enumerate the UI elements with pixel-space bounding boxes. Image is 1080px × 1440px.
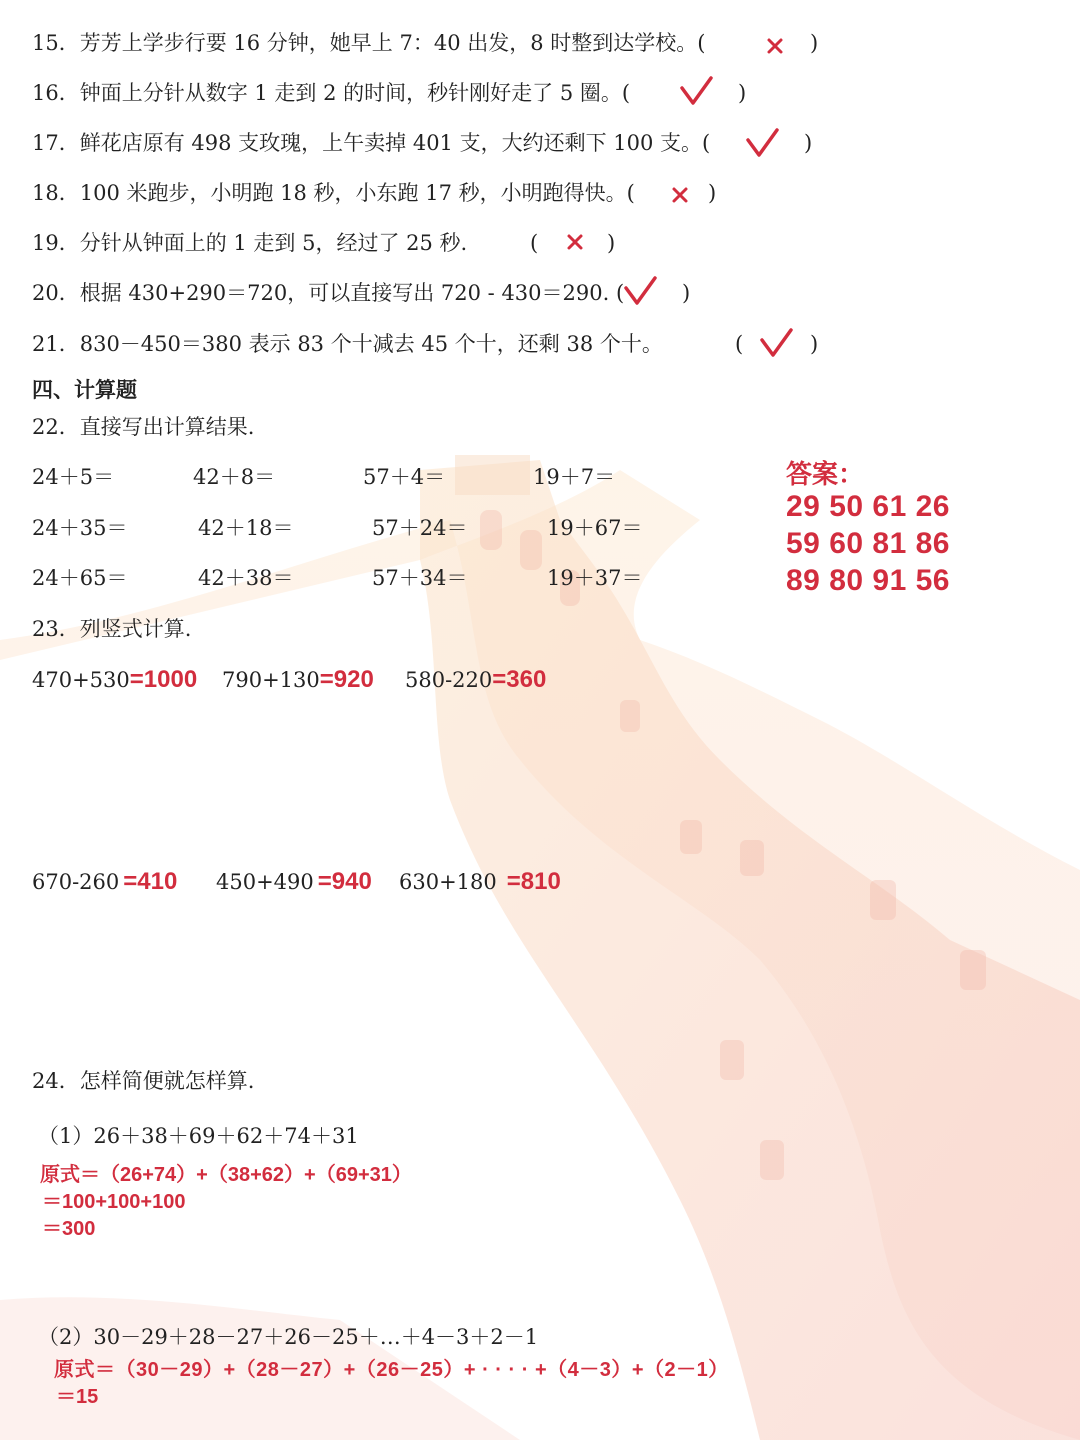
answer-title: 答案： xyxy=(786,459,865,489)
cross-mark-icon xyxy=(566,233,584,251)
q22-item: 24＋5＝ xyxy=(32,465,115,489)
question-21-close-paren: ) xyxy=(810,332,819,356)
q24-part1-step: 原式＝（26+74）+（38+62）+（69+31） xyxy=(40,1164,412,1186)
q23-expression: 450+490 xyxy=(216,870,314,894)
q24-part1-problem: （1）26＋38＋69＋62＋74＋31 xyxy=(38,1124,359,1148)
q23-item xyxy=(222,666,374,694)
q22-item: 42＋18＝ xyxy=(198,516,294,540)
q23-item xyxy=(399,868,561,896)
check-mark-icon xyxy=(680,76,714,106)
answer-row: 89 80 91 56 xyxy=(786,564,950,597)
q22-item: 57＋24＝ xyxy=(372,516,468,540)
question-20-close-paren: ) xyxy=(682,281,691,305)
q23-expression: 470+530 xyxy=(32,668,130,692)
q23-result: =1000 xyxy=(129,666,198,693)
q23-expression: 630+180 xyxy=(399,870,497,894)
question-22-title: 22．直接写出计算结果. xyxy=(32,415,255,439)
q22-item: 42＋8＝ xyxy=(193,465,276,489)
q23-result: =810 xyxy=(506,868,561,895)
q24-part1-step: ＝300 xyxy=(42,1218,96,1240)
check-mark-icon xyxy=(624,276,658,306)
q23-expression: 790+130 xyxy=(222,668,320,692)
q22-item: 42＋38＝ xyxy=(198,566,294,590)
cross-mark-icon xyxy=(766,37,784,55)
q23-expression: 580-220 xyxy=(405,668,493,692)
q22-item: 19＋37＝ xyxy=(547,566,643,590)
question-21-open-paren: ( xyxy=(735,332,744,356)
question-24-title: 24．怎样简便就怎样算. xyxy=(32,1069,255,1093)
q24-part2-step: 原式＝（30－29）+（28－27）+（26－25）+ · · · · +（4－3）+（2－1） xyxy=(54,1359,729,1381)
q22-item: 24＋35＝ xyxy=(32,516,128,540)
cross-mark-icon xyxy=(671,186,689,204)
answer-row: 59 60 81 86 xyxy=(786,527,950,560)
q24-part2-step: ＝15 xyxy=(56,1386,99,1408)
question-19-open-paren: ( xyxy=(530,231,539,255)
q23-item xyxy=(216,868,372,896)
q23-item xyxy=(405,666,546,694)
check-mark-icon xyxy=(746,128,780,158)
q22-item: 24＋65＝ xyxy=(32,566,128,590)
question-17-close-paren: ) xyxy=(804,131,813,155)
q23-item xyxy=(32,868,177,896)
q23-result: =920 xyxy=(319,666,374,693)
check-mark-icon xyxy=(760,328,794,358)
q23-item xyxy=(32,666,197,694)
q22-item: 57＋4＝ xyxy=(363,465,446,489)
q22-item: 19＋67＝ xyxy=(547,516,643,540)
q24-part2-problem: （2）30－29＋28－27＋26－25＋…＋4－3＋2－1 xyxy=(38,1325,539,1349)
q22-item: 57＋34＝ xyxy=(372,566,468,590)
question-16: 16．钟面上分针从数字 1 走到 2 的时间，秒针刚好走了 5 圈。( xyxy=(32,81,631,105)
q23-result: =940 xyxy=(317,868,372,895)
question-19-close-paren: ) xyxy=(607,231,616,255)
q23-result: =360 xyxy=(492,666,547,693)
q23-expression: 670-260 xyxy=(32,870,120,894)
question-19: 19．分针从钟面上的 1 走到 5，经过了 25 秒. xyxy=(32,231,468,255)
question-21: 21．830－450＝380 表示 83 个十减去 45 个十，还剩 38 个十。 xyxy=(32,332,663,356)
question-18: 18．100 米跑步，小明跑 18 秒，小东跑 17 秒，小明跑得快。( xyxy=(32,181,635,205)
answer-row: 29 50 61 26 xyxy=(786,490,950,523)
question-17: 17．鲜花店原有 498 支玫瑰，上午卖掉 401 支，大约还剩下 100 支。( xyxy=(32,131,711,155)
q23-result: =410 xyxy=(123,868,178,895)
question-18-close-paren: ) xyxy=(708,181,717,205)
section-title: 四、计算题 xyxy=(32,378,137,402)
q24-part1-step: ＝100+100+100 xyxy=(42,1191,186,1213)
question-16-close-paren: ) xyxy=(738,81,747,105)
question-15-close-paren: ) xyxy=(810,31,819,55)
q22-item: 19＋7＝ xyxy=(533,465,616,489)
question-15: 15．芳芳上学步行要 16 分钟，她早上 7：40 出发，8 时整到达学校。( xyxy=(32,31,706,55)
question-23-title: 23．列竖式计算. xyxy=(32,617,192,641)
question-20: 20．根据 430+290＝720，可以直接写出 720 - 430＝290. ( xyxy=(32,281,625,305)
